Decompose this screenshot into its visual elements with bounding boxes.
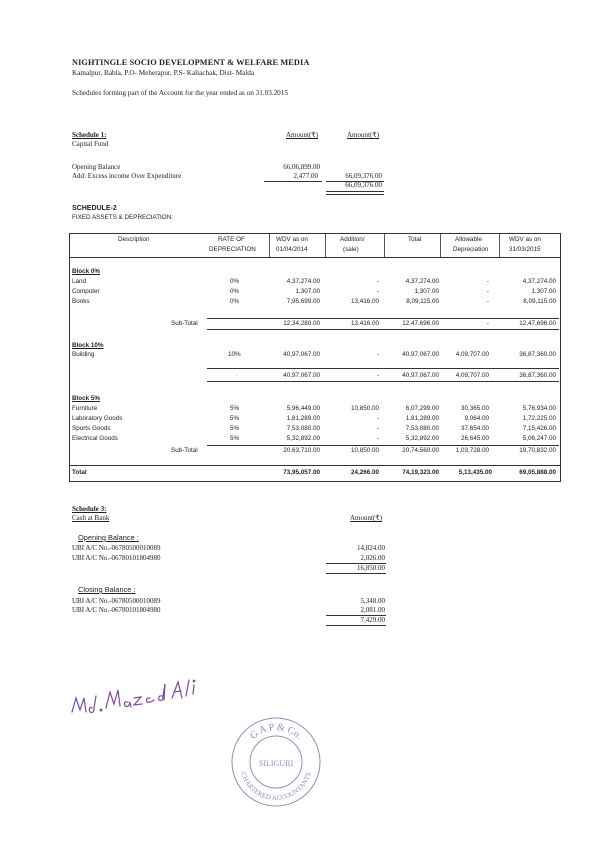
opening-balance-value: 66,06,899.00 <box>283 163 320 171</box>
header-rate-2: DEPRECIATION <box>209 246 256 253</box>
row-furniture-add: 10,850.00 <box>350 405 379 412</box>
row-laboratory-name: Laboratory Goods <box>72 415 123 422</box>
row-computer-add: - <box>376 288 379 295</box>
block-5-subtotal-rule-top <box>207 445 559 446</box>
header-wdv-end-1: WDV as on <box>509 236 541 243</box>
row-sports-wdv-end: 7,15,426.00 <box>522 425 556 432</box>
row-land-dep: - <box>486 278 489 285</box>
excess-income-label: Add: Excess income Over Expenditure <box>72 172 182 180</box>
row-sports-dep: 37,654.00 <box>460 425 489 432</box>
block-5-subtotal-label: Sub-Total <box>171 447 198 454</box>
row-furniture-total: 6,07,299.00 <box>405 405 439 412</box>
cash-closing-row-1-value: 5,348.00 <box>360 597 385 605</box>
cash-closing-title: Closing Balance : <box>78 585 136 594</box>
cash-opening-row-1-value: 14,824.00 <box>357 544 385 552</box>
row-electrical-wdv-end: 5,06,247.00 <box>522 435 556 442</box>
row-books-wdv: 7,95,699.00 <box>286 298 320 305</box>
row-books-name: Books <box>72 298 90 305</box>
block-0-subtotal-add: 13,416.00 <box>350 320 379 327</box>
schedule3-amount-header: Amount(₹) <box>350 514 383 522</box>
grand-total-total: 74,19,323.00 <box>402 469 439 476</box>
block-10-subtotal-wdv-end: 36,87,360.00 <box>519 372 556 379</box>
cash-opening-row-2-value: 2,026.00 <box>360 554 385 562</box>
row-laboratory-wdv-end: 1,72,225.00 <box>522 415 556 422</box>
org-address: Kamalpur, Babla, P.O- Meherapur, P.S- Kaliachak, Dist- Malda <box>72 69 255 77</box>
cash-opening-total: 16,850.00 <box>357 564 385 572</box>
excess-income-value: 2,477.00 <box>293 172 318 180</box>
row-electrical-add: - <box>376 435 379 442</box>
org-name: NIGHTINGLE SOCIO DEVELOPMENT & WELFARE MEDIA <box>72 58 310 67</box>
row-sports-rate: 5% <box>230 425 240 432</box>
row-land-name: Land <box>72 278 87 285</box>
block-5-title: Block 5% <box>72 395 100 402</box>
header-rate-1: RATE OF <box>218 236 245 243</box>
schedule2-subtitle: FIXED ASSETS & DEPRECIATION: <box>72 214 174 221</box>
row-laboratory-add: - <box>376 415 379 422</box>
row-furniture-dep: 30,365.00 <box>460 405 489 412</box>
header-wdv-1: WDV as on <box>276 236 308 243</box>
row-books-total: 8,09,115.00 <box>406 298 439 305</box>
block-5-subtotal-wdv-end: 19,70,832.00 <box>519 447 556 454</box>
row-computer-rate: 0% <box>230 288 240 295</box>
row-land-total: 4,37,274.00 <box>405 278 439 285</box>
row-computer-dep: - <box>486 288 489 295</box>
row-electrical-total: 5,32,892.00 <box>405 435 439 442</box>
row-building-total: 40,97,067.00 <box>402 351 439 358</box>
table-col-divider-2 <box>325 234 326 257</box>
capital-fund-combined: 66,09,376.00 <box>345 172 382 180</box>
block-0-subtotal-dep: - <box>486 320 489 327</box>
schedule1-title: Schedule 1: <box>72 131 107 139</box>
opening-balance-label: Opening Balance <box>72 163 121 171</box>
block-0-subtotal-wdv-end: 12,47,696.00 <box>519 320 556 327</box>
grand-total-rule <box>69 465 560 466</box>
schedule1-amount-header-2: Amount(₹) <box>347 131 380 139</box>
block-0-subtotal-rule-top <box>207 318 559 319</box>
row-electrical-wdv: 5,32,892.00 <box>286 435 320 442</box>
schedule2-title: SCHEDULE-2 <box>72 205 117 212</box>
row-land-wdv-end: 4,37,274.00 <box>522 278 556 285</box>
table-col-divider-4 <box>440 234 441 257</box>
block-10-subtotal-label: - <box>236 372 239 379</box>
cash-opening-rule-bottom <box>326 573 386 574</box>
grand-total-wdv-end: 69,05,888.00 <box>519 469 556 476</box>
block-5-subtotal-dep: 1,03,728.00 <box>455 447 489 454</box>
row-furniture-rate: 5% <box>230 405 240 412</box>
cash-closing-row-2-label: UBI A/C No.-06780101804980 <box>72 606 161 614</box>
header-wdv-end-2: 31/03/2015 <box>509 246 541 253</box>
row-books-add: 13,416.00 <box>350 298 379 305</box>
block-5-subtotal-total: 20,74,560.00 <box>402 447 439 454</box>
table-header-rule <box>69 257 560 258</box>
grand-total-wdv: 73,95,057.00 <box>283 469 320 476</box>
schedule1-double-rule <box>326 191 384 195</box>
row-books-rate: 0% <box>230 298 240 305</box>
row-land-wdv: 4,37,274.00 <box>286 278 320 285</box>
row-furniture-wdv-end: 5,76,934.00 <box>522 405 556 412</box>
table-col-divider-1 <box>269 234 270 257</box>
row-laboratory-total: 1,81,289.00 <box>405 415 439 422</box>
schedule1-amount-header-1: Amount(₹) <box>286 131 319 139</box>
block-5-subtotal-add: 10,850.00 <box>350 447 379 454</box>
block-0-subtotal-wdv: 12,34,280.00 <box>283 320 320 327</box>
schedule1-rule-1 <box>264 181 322 182</box>
row-books-dep: - <box>486 298 489 305</box>
row-books-wdv-end: 8,09,115.00 <box>523 298 556 305</box>
row-electrical-name: Electrical Goods <box>72 435 118 442</box>
block-0-subtotal-rule-bottom <box>207 329 559 330</box>
table-col-divider-5 <box>499 234 500 257</box>
capital-fund-total: 66,09,376.00 <box>345 181 382 189</box>
svg-text:G A P & Co. <box>248 722 304 742</box>
block-10-subtotal-wdv: 40,97,067.00 <box>283 372 320 379</box>
row-building-wdv-end: 36,87,360.00 <box>519 351 556 358</box>
row-furniture-wdv: 5,96,449.00 <box>286 405 320 412</box>
row-electrical-dep: 26,645.00 <box>460 435 489 442</box>
page-subtitle: Schedules forming part of the Account for the year ended as on 31.03.2015 <box>72 89 288 97</box>
block-10-subtotal-add: - <box>376 372 379 379</box>
cash-opening-title: Opening Balance : <box>78 533 139 542</box>
row-computer-wdv: 1,307.00 <box>295 288 320 295</box>
row-furniture-name: Furniture <box>72 405 98 412</box>
row-building-wdv: 40,97,067.00 <box>283 351 320 358</box>
block-0-subtotal-label: Sub-Total <box>171 320 198 327</box>
cash-closing-row-2-value: 2,081.00 <box>360 606 385 614</box>
header-wdv-2: 01/04/2014 <box>276 246 308 253</box>
cash-closing-rule-bottom <box>326 625 386 626</box>
row-computer-wdv-end: 1,307.00 <box>531 288 556 295</box>
cash-closing-row-1-label: UBI A/C No.-06780500010089 <box>72 597 161 605</box>
schedule3-title: Schedule 3: <box>72 505 107 513</box>
block-0-title: Block 0% <box>72 268 100 275</box>
signature <box>68 668 198 723</box>
header-total: Total <box>408 236 422 243</box>
block-10-subtotal-dep: 4,09,707.00 <box>455 372 489 379</box>
block-10-title: Block 10% <box>72 342 104 349</box>
row-sports-wdv: 7,53,080.00 <box>286 425 320 432</box>
block-10-subtotal-rule-bottom <box>207 381 559 382</box>
row-laboratory-dep: 9,064.00 <box>464 415 489 422</box>
stamp-top-text: G A P & Co. <box>248 721 305 742</box>
header-addition-1: Addition/ <box>340 236 365 243</box>
table-col-divider-3 <box>384 234 385 257</box>
grand-total-add: 24,266.00 <box>350 469 379 476</box>
header-allowable-2: Depreciation <box>453 246 489 253</box>
row-building-name: Building <box>72 351 95 358</box>
header-addition-2: (sale) <box>343 246 359 253</box>
row-computer-total: 1,307.00 <box>414 288 439 295</box>
block-5-subtotal-wdv: 20,63,710.00 <box>283 447 320 454</box>
header-description: Description <box>118 236 150 243</box>
cash-opening-row-2-label: UBI A/C No.-06780101804980 <box>72 554 161 562</box>
row-sports-add: - <box>376 425 379 432</box>
row-laboratory-wdv: 1,81,289.00 <box>286 415 320 422</box>
schedule3-subtitle: Cash at Bank <box>72 514 110 522</box>
row-building-add: - <box>376 351 379 358</box>
grand-total-dep: 5,13,435.00 <box>458 469 492 476</box>
block-10-subtotal-total: 40,97,067.00 <box>402 372 439 379</box>
schedule1-subtitle: Capital Fund <box>72 140 109 148</box>
row-building-rate: 10% <box>228 351 241 358</box>
row-laboratory-rate: 5% <box>230 415 240 422</box>
auditor-stamp <box>226 712 326 812</box>
row-land-add: - <box>376 278 379 285</box>
row-electrical-rate: 5% <box>230 435 240 442</box>
row-building-dep: 4,09,707.00 <box>455 351 489 358</box>
stamp-center-text: SILIGURI <box>258 759 294 768</box>
row-sports-total: 7,53,080.00 <box>405 425 439 432</box>
grand-total-label: Total <box>72 469 87 476</box>
cash-closing-total: 7,429.00 <box>360 616 385 624</box>
cash-opening-row-1-label: UBI A/C No.-06780500010089 <box>72 544 161 552</box>
block-0-subtotal-total: 12,47,696.00 <box>402 320 439 327</box>
row-land-rate: 0% <box>230 278 240 285</box>
block-10-subtotal-rule-top <box>207 368 559 369</box>
row-sports-name: Sports Goods <box>72 425 111 432</box>
row-computer-name: Computer <box>72 288 100 295</box>
stamp-bottom-text: CHARTERED ACCOUNTANTS <box>239 771 313 803</box>
header-allowable-1: Allowable <box>455 236 482 243</box>
